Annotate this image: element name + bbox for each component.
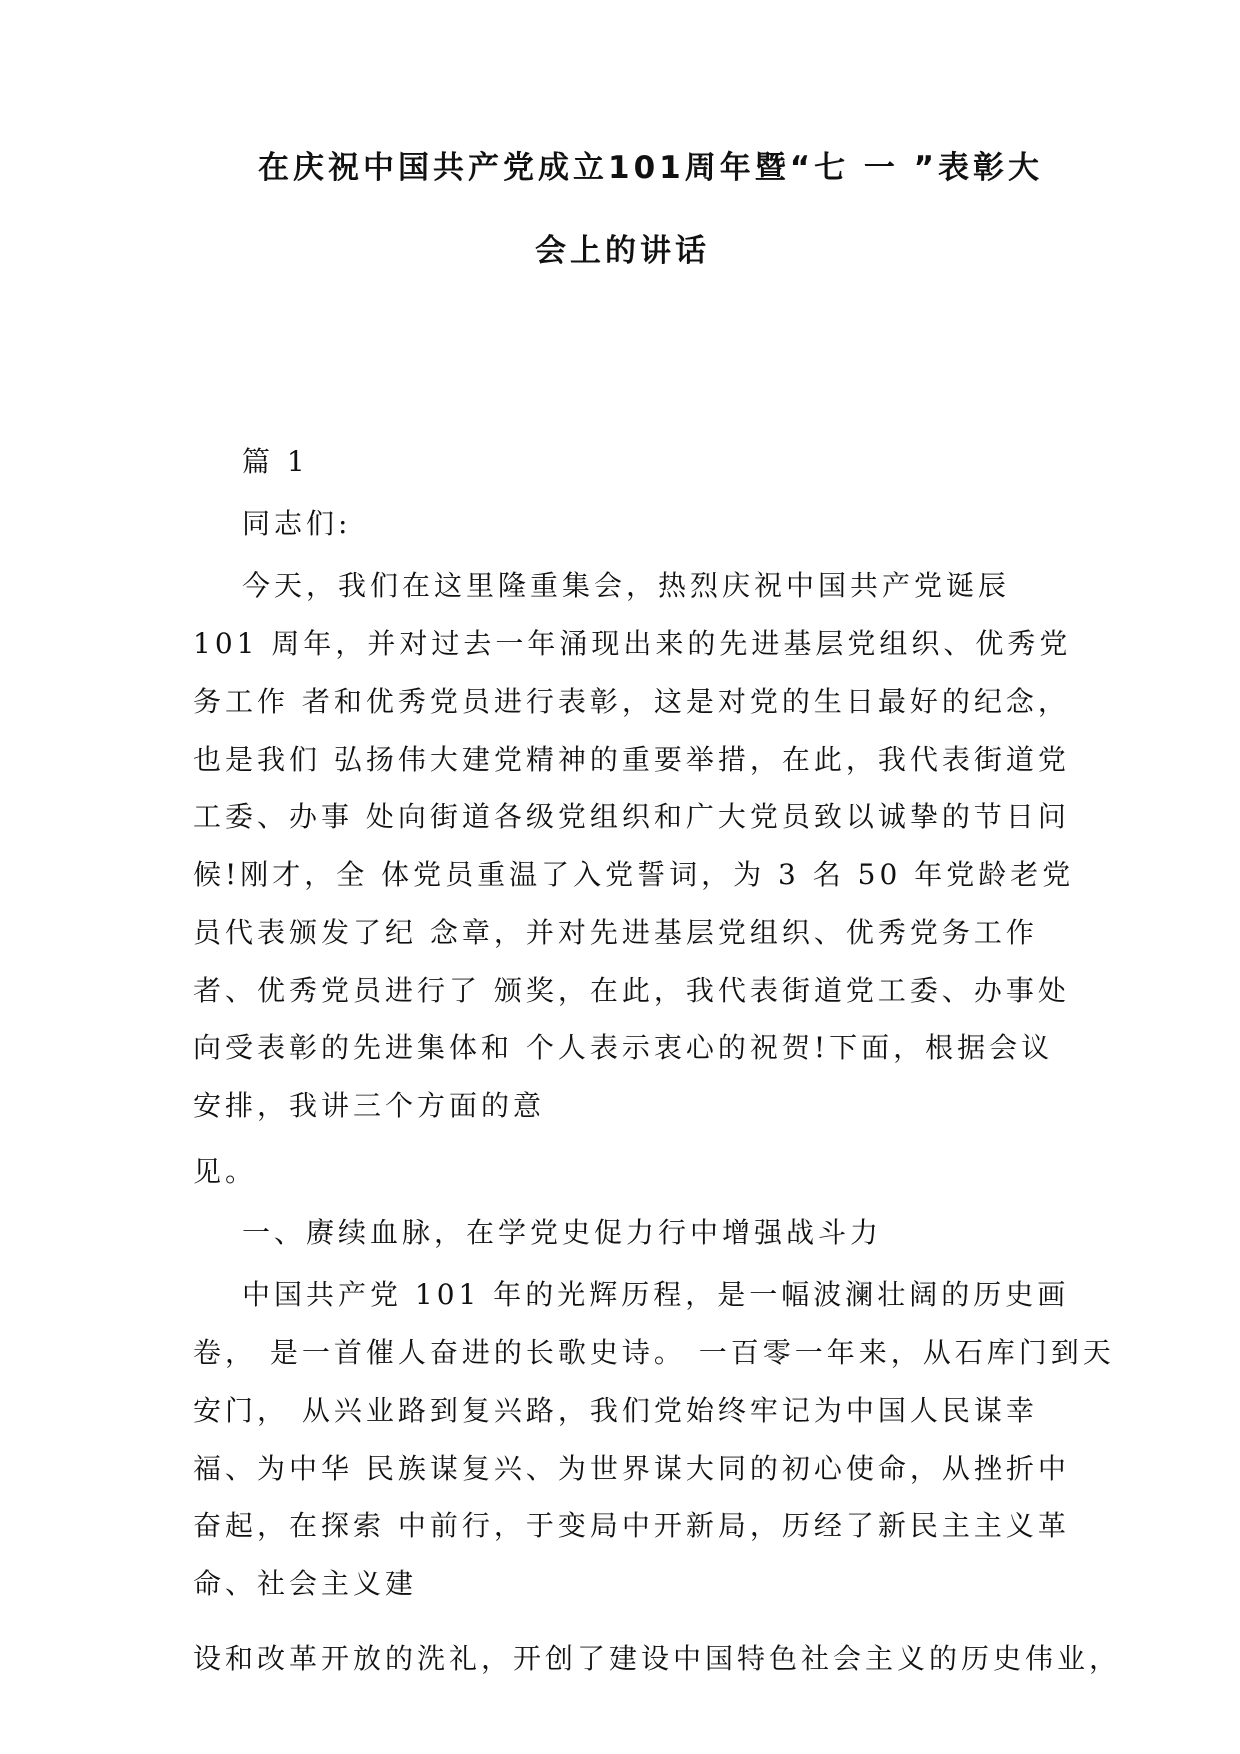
paragraph-line: 者、优秀党员进行了 颁奖，在此，我代表街道党工委、办事处 (193, 974, 1070, 1007)
paragraph-line: 101 周年，并对过去一年涌现出来的先进基层党组织、优秀党 (193, 627, 1072, 660)
paragraph-line: 也是我们 弘扬伟大建党精神的重要举措，在此，我代表街道党 (193, 743, 1070, 776)
paragraph-line: 向受表彰的先进集体和 个人表示衷心的祝贺!下面，根据会议 (193, 1031, 1054, 1064)
paragraph-line: 中国共产党 101 年的光辉历程，是一幅波澜壮阔的历史画 (242, 1278, 1070, 1311)
paragraph-line: 卷， 是一首催人奋进的长歌史诗。 一百零一年来，从石库门到天 (193, 1336, 1115, 1369)
title-line-1: 在庆祝中国共产党成立101周年暨“七 一 ”表彰大 (258, 150, 1044, 186)
paragraph-line: 今天，我们在这里隆重集会，热烈庆祝中国共产党诞辰 (242, 569, 1011, 602)
paragraph-line: 命、社会主义建 (193, 1567, 418, 1600)
paragraph-line: 候!刚才，全 体党员重温了入党誓词，为 3 名 50 年党龄老党 (193, 858, 1075, 891)
section-number: 篇 1 (242, 445, 309, 478)
paragraph-line: 工委、办事 处向街道各级党组织和广大党员致以诚挚的节日问 (193, 800, 1070, 833)
salutation: 同志们: (242, 507, 352, 540)
paragraph-line: 安排，我讲三个方面的意 (193, 1089, 546, 1122)
paragraph-line: 福、为中华 民族谋复兴、为世界谋大同的初心使命，从挫折中 (193, 1452, 1070, 1485)
paragraph-line: 务工作 者和优秀党员进行表彰，这是对党的生日最好的纪念， (193, 685, 1070, 718)
paragraph-line: 奋起，在探索 中前行，于变局中开新局，历经了新民主主义革 (193, 1509, 1070, 1542)
paragraph-line: 见。 (193, 1155, 258, 1188)
paragraph-line: 员代表颁发了纪 念章，并对先进基层党组织、优秀党务工作 (193, 916, 1038, 949)
paragraph-line: 设和改革开放的洗礼，开创了建设中国特色社会主义的历史伟业， (193, 1642, 1122, 1675)
paragraph-line: 安门， 从兴业路到复兴路，我们党始终牢记为中国人民谋幸 (193, 1394, 1038, 1427)
title-line-2: 会上的讲话 (535, 233, 710, 269)
section-heading: 一、赓续血脉，在学党史促力行中增强战斗力 (242, 1216, 883, 1249)
